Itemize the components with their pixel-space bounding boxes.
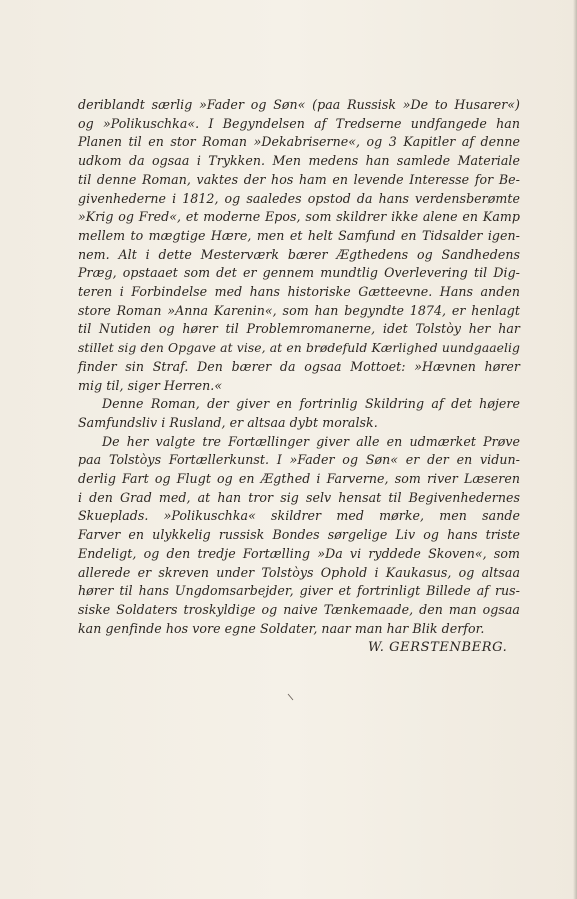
text-line: Denne Roman, der giver en fortrinlig Skildring af det højere	[102, 396, 520, 412]
text-line: i den Grad med, at han tror sig selv hensat til Begivenhedernes	[78, 489, 520, 505]
stray-ink-mark	[286, 692, 296, 702]
text-line: Endeligt, og den tredje Fortælling »Da vi ryddede Skoven«, som	[78, 545, 520, 561]
text-line: til Nutiden og hører til Problemromanerne, idet Tolstòy her har	[78, 321, 520, 337]
text-line: til denne Roman, vaktes der hos ham en levende Interesse for Be-	[78, 171, 520, 187]
text-line: udkom da ogsaa i Trykken. Men medens han samlede Materiale	[78, 153, 520, 169]
text-line: deriblandt særlig »Fader og Søn« (paa Russisk »De to Husarer«)	[78, 97, 520, 112]
text-line: stillet sig den Opgave at vise, at en brødefuld Kærlighed uundgaaelig	[78, 341, 520, 356]
text-line: givenhederne i 1812, og saaledes opstod da hans verdensberømte	[78, 190, 520, 206]
text-line: mellem to mægtige Hære, men et helt Samfund en Tidsalder igen-	[78, 227, 520, 243]
text-line: Skueplads. »Polikuschka« skildrer med mørke, men sande	[78, 508, 520, 524]
text-line: hører til hans Ungdomsarbejder, giver et fortrinligt Billede af rus-	[78, 583, 520, 599]
text-line: derlig Fart og Flugt og en Ægthed i Farverne, som river Læseren	[78, 471, 520, 487]
text-line: nem. Alt i dette Mesterværk bærer Ægthedens og Sandhedens	[78, 246, 520, 262]
text-line: Farver en ulykkelig russisk Bondes sørgelige Liv og hans triste	[78, 527, 520, 543]
text-line: Samfundsliv i Rusland, er altsaa dybt moralsk.	[78, 414, 378, 430]
text-line: store Roman »Anna Karenin«, som han begyndte 1874, er henlagt	[78, 302, 520, 318]
text-line: finder sin Straf. Den bærer da ogsaa Mottoet: »Hævnen hører	[78, 358, 520, 374]
text-line: mig til, siger Herren.«	[78, 377, 223, 393]
text-line: allerede er skreven under Tolstòys Ophold i Kaukasus, og altsaa	[78, 564, 520, 580]
text-line: Planen til en stor Roman »Dekabriserne«, og 3 Kapitler af denne	[78, 134, 520, 150]
text-line: Præg, opstaaet som det er gennem mundtlig Overlevering til Dig-	[78, 265, 520, 281]
text-line: og »Polikuschka«. I Begyndelsen af Tredserne undfangede han	[78, 115, 520, 131]
author-signature: W. GERSTENBERG.	[368, 640, 508, 655]
text-line: paa Tolstòys Fortællerkunst. I »Fader og Søn« er der en vidun-	[78, 452, 520, 468]
text-line: siske Soldaters troskyldige og naive Tænkemaade, den man ogsaa	[78, 601, 520, 617]
page-edge-shadow	[573, 0, 577, 899]
text-line: kan genfinde hos vore egne Soldater, naar man har Blik derfor.	[78, 620, 485, 636]
body-text	[78, 96, 520, 638]
text-line: »Krig og Fred«, et moderne Epos, som skildrer ikke alene en Kamp	[78, 209, 520, 225]
text-line: De her valgte tre Fortællinger giver alle en udmærket Prøve	[102, 433, 520, 449]
text-line: teren i Forbindelse med hans historiske Gætteevne. Hans anden	[78, 284, 520, 300]
